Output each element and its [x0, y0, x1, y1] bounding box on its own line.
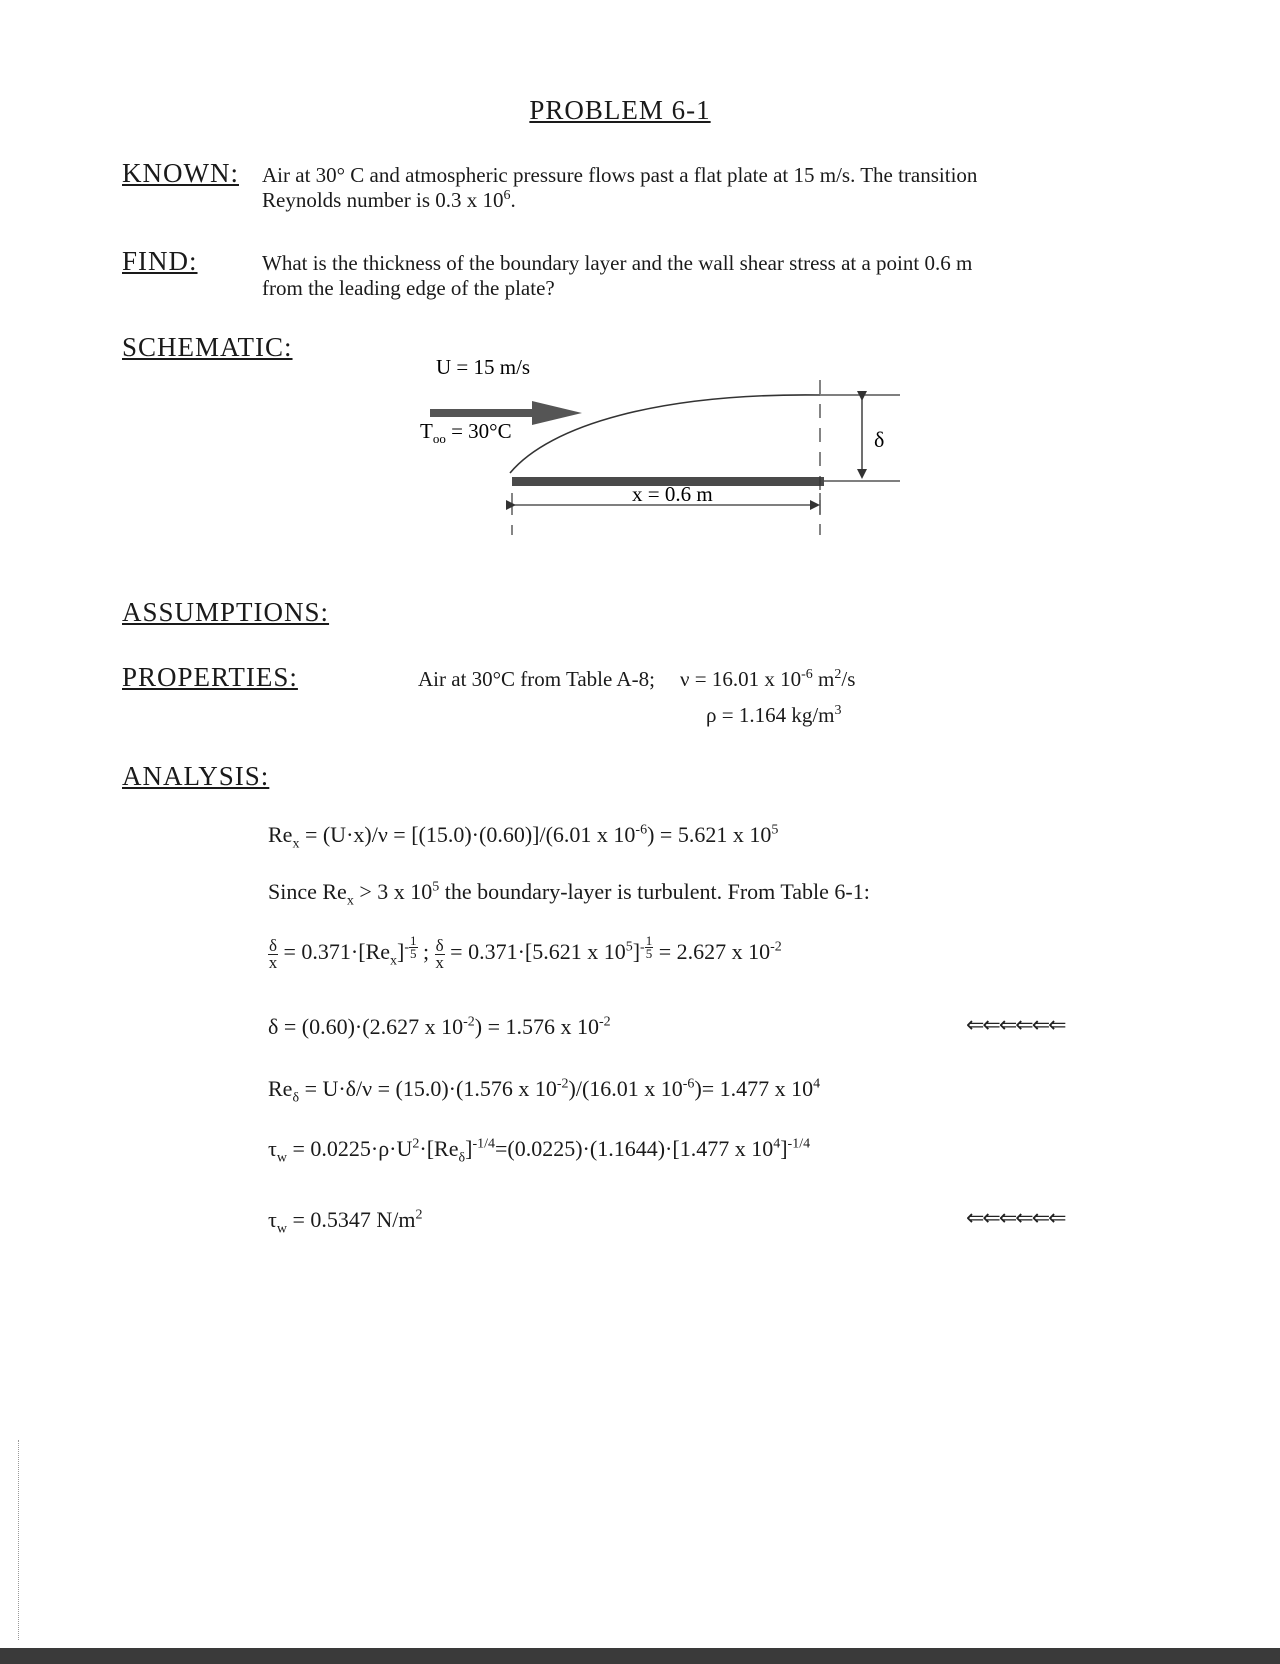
equation-delta-over-x: $\frac{\delta}{x}$ = $0.371\cdot[Re_x]^{- \frac{1}{5}}$ ; $\frac{\delta}{x}$ = 0.371·[5.621 x $10^5]^{- \frac{1}{5}}$ = 2.627 x $10^{-2}$ — [268, 933, 782, 972]
fraction-delta-x-1: $\frac{\delta}{x}$ — [268, 935, 278, 972]
known-line-2: Reynolds number is 0.3 x $10^6$. — [262, 188, 516, 212]
page-title: PROBLEM 6-1 — [529, 95, 711, 125]
known-line-1: Air at 30° C and atmospheric pressure flows past a flat plate at 15 m/s. The transition — [262, 163, 978, 187]
flow-arrow-icon — [532, 401, 582, 425]
result-arrows-delta: ⇐⇐⇐⇐⇐⇐ — [966, 1013, 1065, 1038]
scan-bottom-edge — [0, 1648, 1280, 1664]
schematic-diagram — [400, 355, 920, 585]
equation-delta: δ = (0.60)·(2.627 x $10^{-2}) = 1.576$ x $10^{-2}$ — [268, 1014, 611, 1039]
exponent-fraction-2: $\frac{1}{5}$ — [645, 933, 653, 961]
property-rho: ρ = 1.164 $kg/m^3$ — [706, 703, 842, 727]
properties-label: PROPERTIES: — [122, 662, 298, 692]
equation-wall-shear: $\tau_w = 0.0225\cdot\rho\cdot U^2\cdot[Re_\delta]^{-1/4}=(0.0225)\cdot(1.1644)\cdot[1.477$ x $10^4]^{-1/4}$ — [268, 1136, 811, 1166]
boundary-layer-curve — [510, 395, 820, 473]
find-line-2: from the leading edge of the plate? — [262, 276, 555, 300]
property-nu: ν = 16.01 x $10^{-6}$ $m^2/s$ — [680, 667, 856, 691]
schematic-label: SCHEMATIC: — [122, 332, 293, 362]
delta-label: δ — [874, 427, 885, 452]
find-label: FIND: — [122, 246, 198, 276]
known-label: KNOWN: — [122, 158, 239, 188]
equation-reynolds-delta: $Re_\delta = U\cdot\delta/\nu = (15.0)\cdot(1.576$ x $10^{-2})/(16.01$ x $10^{-6})= 1.477$ x $10^4$ — [268, 1076, 821, 1106]
result-wall-shear: $\tau_w = 0.5347$ $N/m^2$ — [268, 1207, 423, 1237]
exponent-fraction-1: $\frac{1}{5}$ — [410, 933, 417, 961]
distance-label: x = 0.6 m — [632, 482, 713, 506]
result-arrows-shear: ⇐⇐⇐⇐⇐⇐ — [966, 1206, 1065, 1231]
find-line-1: What is the thickness of the boundary layer and the wall shear stress at a point 0.6 m — [262, 251, 973, 275]
equation-reynolds-x: $Re_x = (U\cdot x)/\nu = [(15.0)\cdot(0.60)]/(6.01$ x $10^{-6}) = 5.621$ x $10^5$ — [268, 822, 779, 852]
properties-source: Air at 30°C from Table A-8; — [418, 667, 655, 691]
turbulence-statement: Since $Re_x > 3$ x $10^5$ the boundary-layer is turbulent. From Table 6-1: — [268, 879, 870, 909]
flow-arrow-body — [430, 409, 535, 417]
analysis-label: ANALYSIS: — [122, 761, 270, 791]
fraction-delta-x-2: $\frac{\delta}{x}$ — [435, 935, 444, 972]
velocity-label: U = 15 m/s — [436, 355, 531, 379]
assumptions-label: ASSUMPTIONS: — [122, 597, 330, 627]
scan-margin-dots — [18, 1440, 21, 1640]
temperature-label: $T_{oo} = 30^\circ C$ — [420, 419, 512, 446]
known-text — [262, 163, 977, 213]
find-text — [262, 251, 972, 301]
